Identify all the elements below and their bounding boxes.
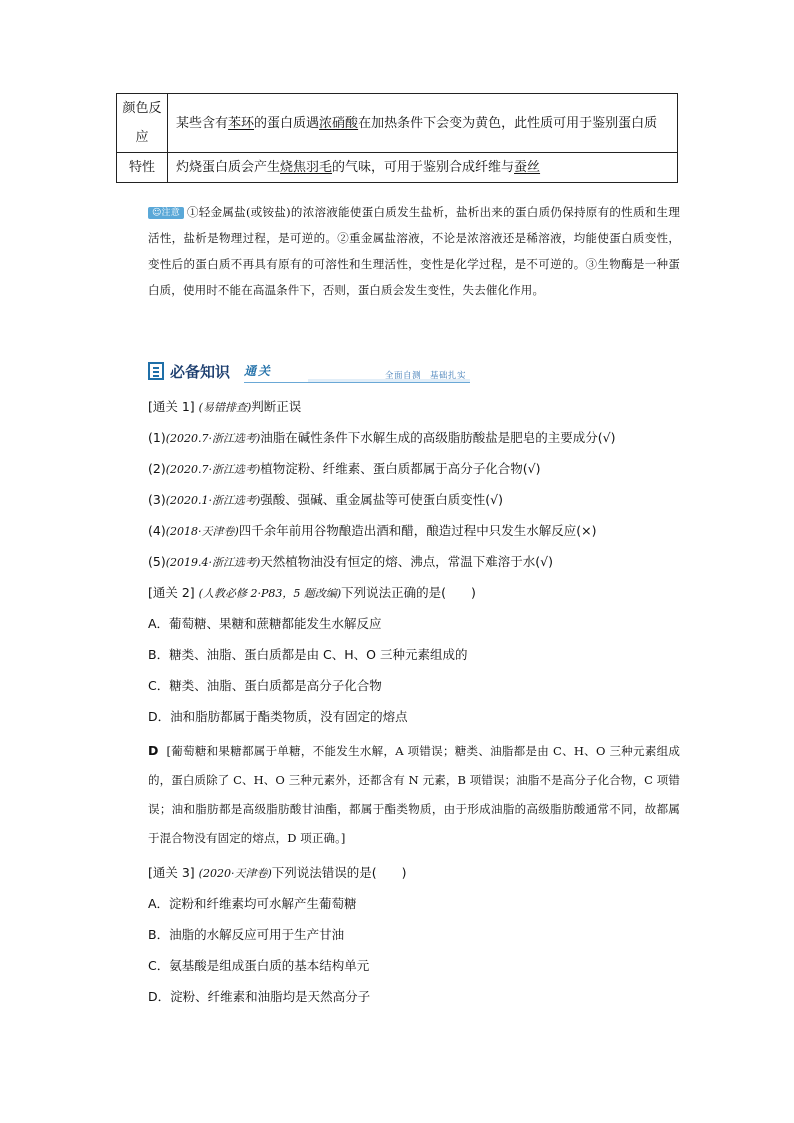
answer-explanation: [148, 736, 680, 853]
table-row: [117, 153, 678, 183]
option-d: D．油和脂肪都属于酯类物质，没有固定的熔点: [148, 709, 408, 724]
answer-text: [葡萄糖和果糖都属于单糖，不能发生水解，A 项错误；糖类、油脂都是由 C、H、O 三种元素组成的，蛋白质除了 C、H、O 三种元素外，还都含有 N 元素，B 项错误；油脂不是高分子化合物，C 项错误；油和脂肪都是高级脂肪酸甘油酯，都属于酯类物质，由于形成油脂的高级脂肪酸通常不同，故都属于混合物没有固定的熔点，D 项正确。]: [148, 744, 680, 845]
row-content: 某些含有苯环的蛋白质遇浓硝酸在加热条件下会变为黄色，此性质可用于鉴别蛋白质: [168, 94, 678, 153]
row-label: 特性: [117, 153, 168, 183]
list-item: (3)(2020.1·浙江选考)强酸、强碱、重金属盐等可使蛋白质变性(√): [148, 492, 504, 507]
option-c: C．氨基酸是组成蛋白质的基本结构单元: [148, 958, 370, 973]
option-b: B．油脂的水解反应可用于生产甘油: [148, 927, 345, 942]
list-item: (2)(2020.7·浙江选考)植物淀粉、纤维素、蛋白质都属于高分子化合物(√): [148, 461, 541, 476]
section-header: [148, 360, 470, 386]
caution-text: ①轻金属盐(或铵盐)的浓溶液能使蛋白质发生盐析，盐析出来的蛋白质仍保持原有的性质和生理活性，盐析是物理过程，是可逆的。②重金属盐溶液，不论是浓溶液还是稀溶液，均能使蛋白质变性，变性后的蛋白质不再具有原有的可溶性和生理活性，变性是化学过程，是不可逆的。③生物酶是一种蛋白质，使用时不能在高温条件下，否则，蛋白质会发生变性，失去催化作用。: [148, 205, 680, 297]
header-underline: [244, 382, 470, 383]
protein-properties-table: [116, 93, 678, 183]
caution-note: [148, 199, 680, 303]
option-d: D．淀粉、纤维素和油脂均是天然高分子: [148, 989, 371, 1004]
section-badge: 通关: [244, 364, 273, 378]
answer-letter: D: [148, 743, 159, 758]
list-item: (4)(2018·天津卷)四千余年前用谷物酿造出酒和醋，酿造过程中只发生水解反应(×): [148, 523, 597, 538]
list-item: (5)(2019.4·浙江选考)天然植物油没有恒定的熔、沸点，常温下难溶于水(√): [148, 554, 554, 569]
info-icon: ☺: [152, 208, 162, 218]
question-2-head: [通关 2] (人教必修 2·P83，5 题改编)下列说法正确的是( ): [148, 585, 476, 600]
section-title: 必备知识: [170, 363, 231, 381]
book-icon: [148, 362, 164, 380]
list-item: (1)(2020.7·浙江选考)油脂在碱性条件下水解生成的高级脂肪酸盐是肥皂的主要成分(√): [148, 430, 616, 445]
option-c: C．糖类、油脂、蛋白质都是高分子化合物: [148, 678, 382, 693]
table-row: [117, 94, 678, 153]
option-b: B．糖类、油脂、蛋白质都是由 C、H、O 三种元素组成的: [148, 647, 468, 662]
option-a: A．葡萄糖、果糖和蔗糖都能发生水解反应: [148, 616, 382, 631]
row-content: 灼烧蛋白质会产生烧焦羽毛的气味，可用于鉴别合成纤维与蚕丝: [168, 153, 678, 183]
question-3-head: [通关 3] (2020·天津卷)下列说法错误的是( ): [148, 865, 407, 880]
caution-badge: ☺注意: [148, 207, 184, 219]
question-1-head: [通关 1] (易错排查)判断正误: [148, 399, 302, 414]
section-subtitle: 全面自测 基础扎实: [384, 371, 466, 381]
row-label: 颜色反应: [117, 94, 168, 153]
option-a: A．淀粉和纤维素均可水解产生葡萄糖: [148, 896, 357, 911]
